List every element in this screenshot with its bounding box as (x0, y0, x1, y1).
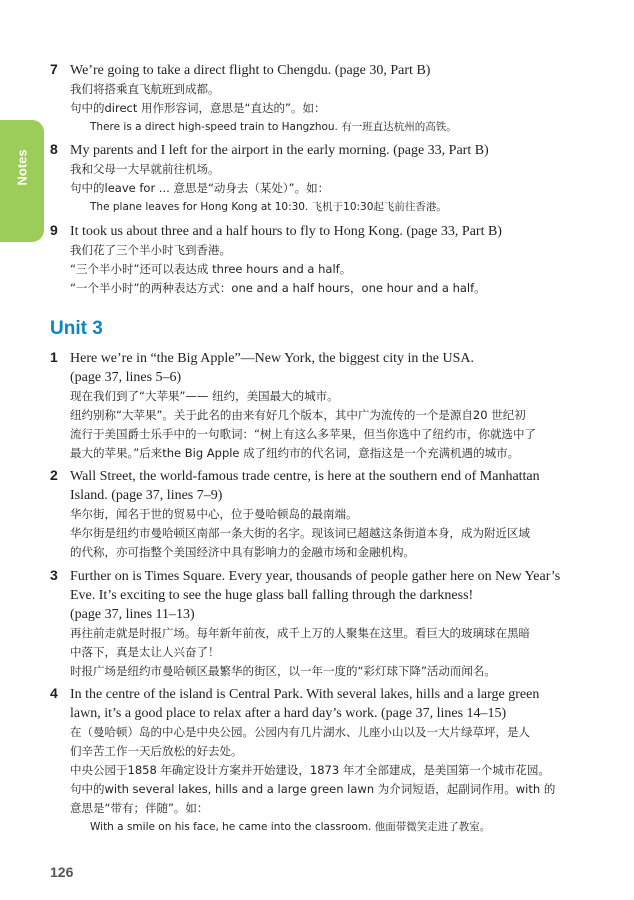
entry-chinese-line: 我们将搭乘直飞航班到成都。 (70, 82, 220, 96)
entry-chinese-line: 中央公园于1858 年确定设计方案并开始建设，1873 年才全部建成，是美国第一个城市花园。 (70, 763, 550, 777)
entry-chinese-line: 时报广场是纽约市曼哈顿区最繁华的街区，以一年一度的“彩灯球下降”活动而闻名。 (70, 664, 496, 678)
unit-heading: Unit 3 (50, 318, 103, 339)
entry-chinese-line: 华尔街是纽约市曼哈顿区南部一条大街的名字。现该词已超越这条街道本身，成为附近区域 (70, 526, 530, 540)
entry-english-line: Eve. It’s exciting to see the huge glass ball falling through the darkness! (70, 588, 474, 603)
entry-chinese-line: 句中的with several lakes, hills and a large green lawn 为介词短语，起副词作用。with 的 (70, 782, 556, 796)
entry-number: 8 (50, 141, 58, 157)
entry-chinese-line: 我们花了三个半小时飞到香港。 (70, 243, 231, 257)
entry-chinese-line: 我和父母一大早就前往机场。 (70, 162, 220, 176)
note-entry-u3-1 (50, 349, 610, 463)
entry-example: With a smile on his face, he came into the classroom. 他面带微笑走进了教室。 (90, 821, 491, 833)
entry-chinese-line: 意思是“带有；伴随”。如： (70, 801, 209, 815)
entry-english-line: We’re going to take a direct flight to Chengdu. (page 30, Part B) (70, 63, 431, 78)
entry-chinese-line: 句中的direct 用作形容词，意思是“直达的”。如： (70, 101, 326, 115)
entry-english-line: Further on is Times Square. Every year, thousands of people gather here on New Year’s (70, 569, 561, 584)
entry-example: There is a direct high-speed train to Hangzhou. 有一班直达杭州的高铁。 (90, 121, 457, 133)
notes-sidebar-label: Notes (14, 149, 30, 186)
entry-number: 4 (50, 685, 58, 701)
note-entry-9 (50, 222, 610, 298)
entry-chinese-line: 纽约别称“大苹果”。关于此名的由来有好几个版本，其中广为流传的一个是源自20 世纪初 (70, 408, 526, 422)
entry-chinese-line: 中落下，真是太让人兴奋了！ (70, 645, 220, 659)
entry-example: The plane leaves for Hong Kong at 10:30. 飞机于10:30起飞前往香港。 (90, 201, 447, 213)
entry-chinese-line: 华尔街，闻名于世的贸易中心，位于曼哈顿岛的最南端。 (70, 507, 358, 521)
note-entry-u3-3 (50, 567, 610, 681)
entry-english-line: It took us about three and a half hours to fly to Hong Kong. (page 33, Part B) (70, 224, 502, 239)
entry-chinese-line: 现在我们到了“大苹果”—— 纽约，美国最大的城市。 (70, 389, 339, 403)
entry-chinese-line: 在（曼哈顿）岛的中心是中央公园。公园内有几片湖水、儿座小山以及一大片绿草坪，是人 (70, 725, 530, 739)
entry-chinese-line: 再往前走就是时报广场。每年新年前夜，成千上万的人聚集在这里。看巨大的玻璃球在黑暗 (70, 626, 530, 640)
entry-chinese-line: “一个半小时”的两种表达方式：one and a half hours，one hour and a half。 (70, 281, 486, 295)
entry-number: 2 (50, 467, 58, 483)
note-entry-u3-4 (50, 685, 610, 836)
entry-number: 3 (50, 567, 58, 583)
note-entry-8 (50, 141, 610, 216)
note-entry-u3-2 (50, 467, 610, 562)
entry-english-line: Wall Street, the world-famous trade centre, is here at the southern end of Manhattan (70, 469, 540, 484)
entry-chinese-line: “三个半小时”还可以表达成 three hours and a half。 (70, 262, 352, 276)
page-number: 126 (50, 864, 74, 880)
entry-chinese-line: 的代称，亦可指整个美国经济中具有影响力的金融市场和金融机构。 (70, 545, 415, 559)
entry-chinese-line: 流行于美国爵士乐手中的一句歌词：“树上有这么多苹果，但当你选中了纽约市，你就选中了 (70, 427, 536, 441)
entry-english-line: Island. (page 37, lines 7–9) (70, 488, 223, 503)
entry-number: 1 (50, 349, 58, 365)
note-entry-7 (50, 61, 610, 136)
entry-number: 7 (50, 61, 58, 77)
entry-chinese-line: 句中的leave for ... 意思是“动身去（某处）”。如： (70, 181, 330, 195)
entry-english-line: lawn, it’s a good place to relax after a hard day’s work. (page 37, lines 14–15) (70, 706, 507, 721)
entry-english-line: (page 37, lines 11–13) (70, 607, 195, 622)
entry-english-line: (page 37, lines 5–6) (70, 370, 182, 385)
entry-chinese-line: 最大的苹果。”后来the Big Apple 成了纽约市的代名词，意指这是一个充满机遇的城市。 (70, 446, 520, 460)
entry-number: 9 (50, 222, 58, 238)
entry-english-line: In the centre of the island is Central Park. With several lakes, hills and a large green (70, 687, 540, 702)
entry-english-line: Here we’re in “the Big Apple”—New York, the biggest city in the USA. (70, 351, 474, 366)
entry-chinese-line: 们辛苦工作一天后放松的好去处。 (70, 744, 243, 758)
entry-english-line: My parents and I left for the airport in the early morning. (page 33, Part B) (70, 143, 489, 158)
